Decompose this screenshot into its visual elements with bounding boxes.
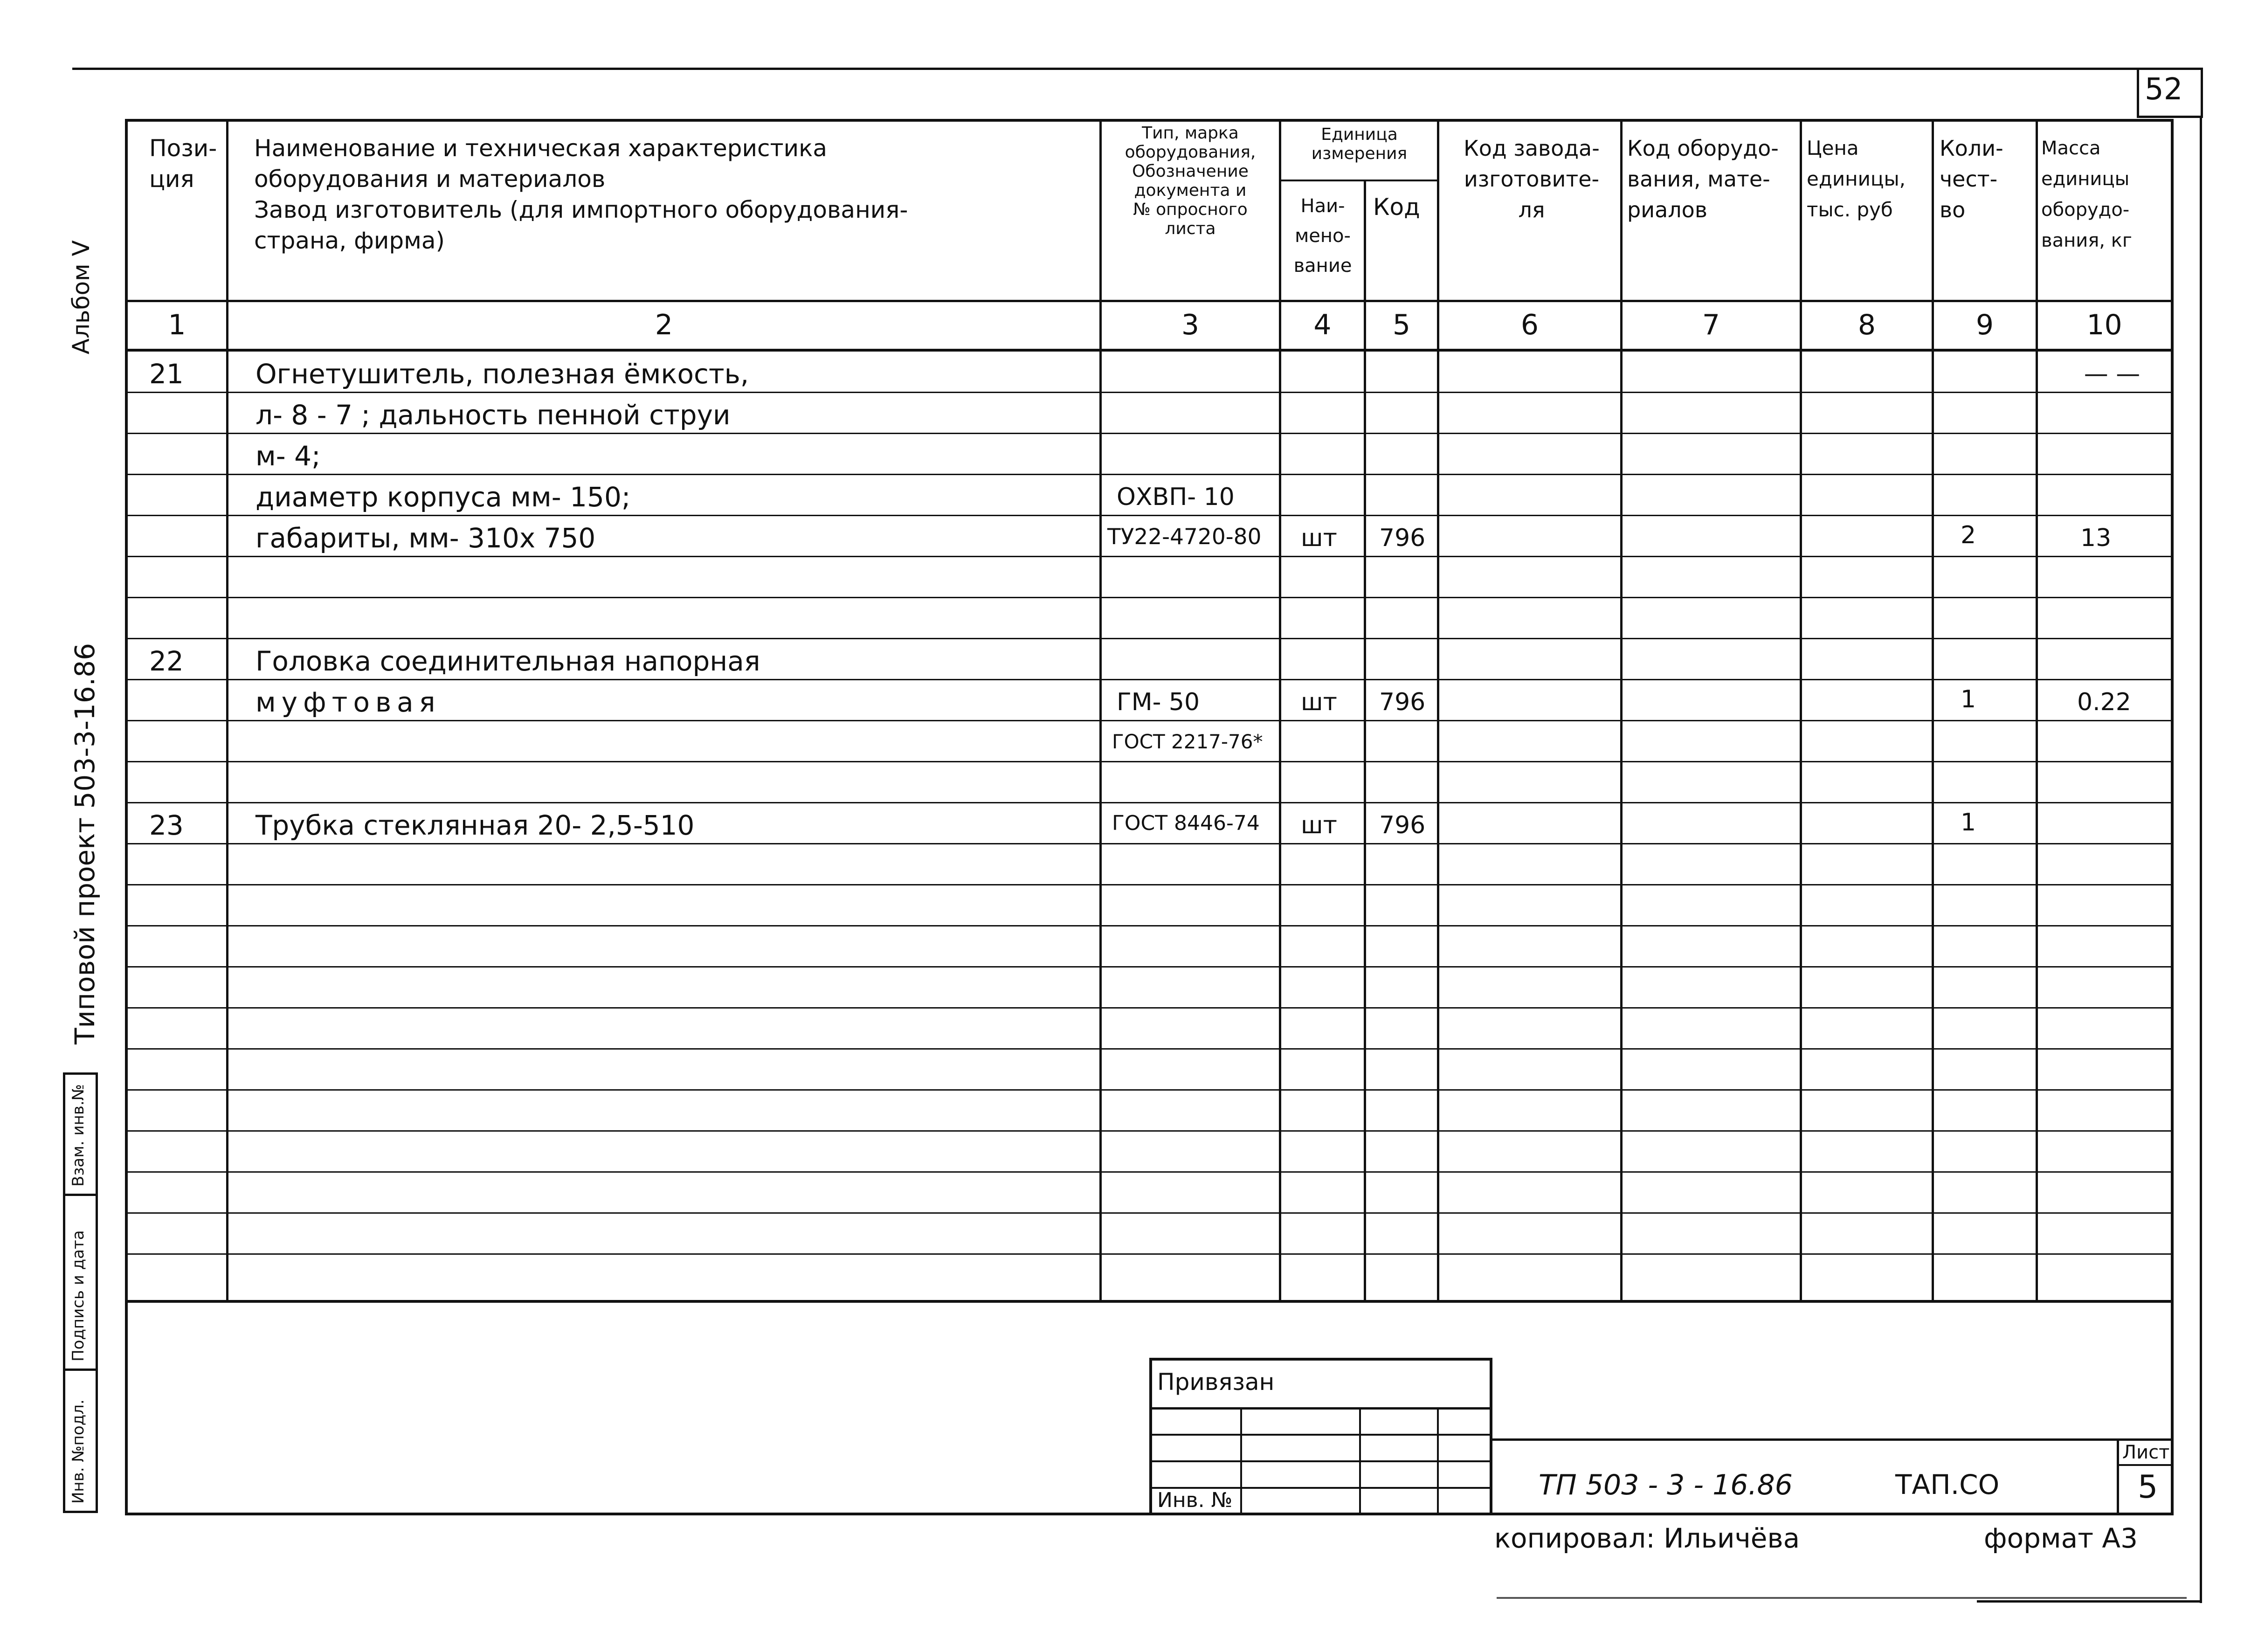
- row-unit-code: 796: [1379, 524, 1426, 552]
- row-name: диаметр корпуса мм- 150;: [255, 481, 631, 513]
- album-label: Альбом V: [68, 240, 95, 354]
- row-name: муфтовая: [255, 686, 441, 718]
- row-position: 21: [149, 358, 184, 390]
- page-number: 52: [2145, 72, 2183, 107]
- col-number-5: 5: [1392, 309, 1411, 341]
- col-number-1: 1: [168, 309, 186, 341]
- row-type: ГОСТ 8446-74: [1112, 811, 1260, 835]
- header-col1: Пози- ция: [149, 135, 217, 193]
- header-col7: Код оборудо- вания, мате- риалов: [1627, 136, 1779, 222]
- col-number-7: 7: [1702, 309, 1720, 341]
- copied-by: копировал: Ильичёва: [1494, 1522, 1800, 1554]
- inv-number-label: Инв. №: [1157, 1488, 1233, 1512]
- header-col9: Коли- чест- во: [1940, 136, 2003, 222]
- header-col3: Тип, марка оборудования, Обозначение документа и № опросного листа: [1125, 124, 1256, 238]
- col-number-10: 10: [2086, 309, 2122, 341]
- header-unit: Единица измерения: [1311, 125, 1408, 163]
- row-quantity: 1: [1961, 685, 1976, 713]
- row-name: Трубка стеклянная 20- 2,5-510: [255, 809, 695, 841]
- row-position: 23: [149, 809, 184, 841]
- header-col2: Наименование и техническая характеристика оборудования и материалов Завод изготовитель (для импортного оборудования- страна, фирма): [254, 135, 908, 254]
- stamp-signature-date: Подпись и дата: [69, 1230, 88, 1362]
- row-name: Огнетушитель, полезная ёмкость,: [255, 358, 749, 390]
- row-unit-code: 796: [1379, 811, 1426, 839]
- row-name: м- 4;: [255, 440, 321, 472]
- col-number-9: 9: [1975, 309, 1994, 341]
- row-quantity: 2: [1961, 521, 1976, 549]
- header-col4: Наи- мено- вание: [1293, 195, 1352, 276]
- col-number-8: 8: [1857, 309, 1876, 341]
- format-label: формат А3: [1984, 1522, 2138, 1554]
- col-number-4: 4: [1313, 309, 1332, 341]
- header-col5: Код: [1373, 194, 1420, 221]
- row-unit-name: шт: [1301, 811, 1337, 839]
- row-name: габариты, мм- 310х 750: [255, 522, 596, 554]
- row-name: л- 8 - 7 ; дальность пенной струи: [255, 399, 731, 431]
- doc-code: ТП 503 - 3 - 16.86: [1539, 1469, 1793, 1501]
- col-number-2: 2: [655, 309, 673, 341]
- row-unit-name: шт: [1301, 688, 1337, 716]
- header-col10: Масса единицы оборудо- вания, кг: [2041, 138, 2132, 251]
- row-type: ТУ22-4720-80: [1107, 524, 1262, 550]
- row-name: Головка соединительная напорная: [255, 645, 760, 677]
- row-type: ГОСТ 2217-76*: [1112, 730, 1263, 753]
- row-position: 22: [149, 645, 184, 677]
- header-col8: Цена единицы, тыс. руб: [1807, 137, 1906, 221]
- row-unit-code: 796: [1379, 688, 1426, 716]
- doc-mark: ТАП.СО: [1895, 1469, 2000, 1500]
- stamp-vzam-inv: Взам. инв.№: [69, 1084, 88, 1187]
- stamp-inv-podl: Инв. №подл.: [69, 1399, 88, 1504]
- row-mass: 0.22: [2077, 688, 2131, 716]
- privyazan-label: Привязан: [1157, 1369, 1275, 1396]
- sheet-number: 5: [2138, 1469, 2158, 1506]
- sheet-label: Лист: [2122, 1442, 2170, 1463]
- row-unit-name: шт: [1301, 524, 1337, 552]
- header-col6: Код завода- изготовите- ля: [1464, 136, 1600, 222]
- row-type: ГМ- 50: [1117, 688, 1200, 716]
- row-mass: — —: [2084, 360, 2141, 388]
- project-label: Типовой проект 503-3-16.86: [69, 643, 101, 1044]
- col-number-3: 3: [1181, 309, 1200, 341]
- row-type: ОХВП- 10: [1117, 483, 1235, 511]
- col-number-6: 6: [1520, 309, 1539, 341]
- row-quantity: 1: [1961, 809, 1976, 836]
- row-mass: 13: [2080, 524, 2112, 552]
